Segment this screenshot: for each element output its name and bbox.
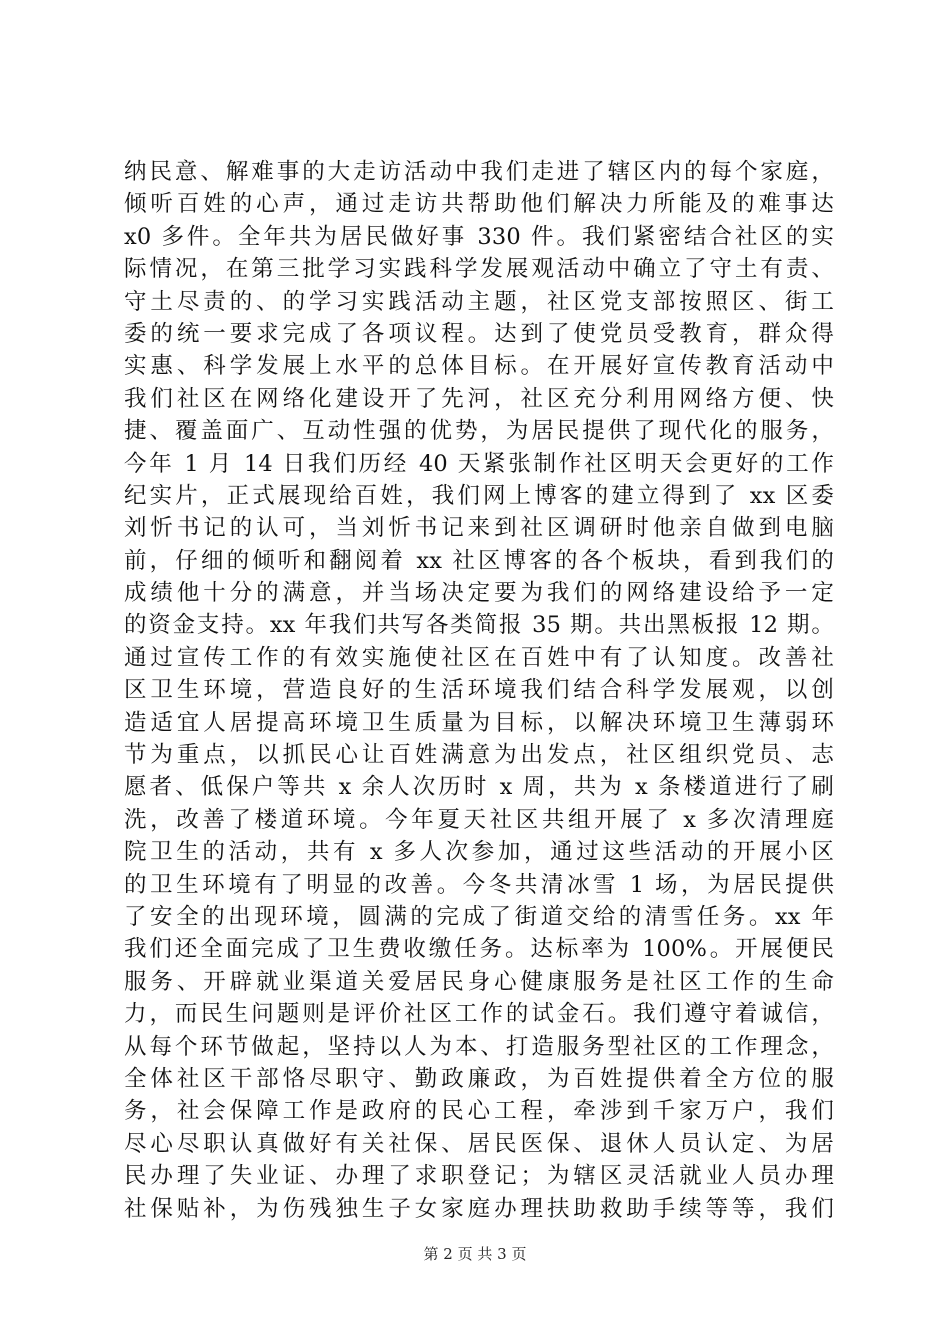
text-line: 通过宣传工作的有效实施使社区在百姓中有了认知度。改善社 [124, 644, 834, 671]
text-line: 院卫生的活动，共有 x 多人次参加，通过这些活动的开展小区 [124, 839, 834, 866]
text-line: x0 多件。全年共为居民做好事 330 件。我们紧密结合社区的实 [124, 223, 834, 250]
text-line: 前，仔细的倾听和翻阅着 xx 社区博客的各个板块，看到我们的 [124, 547, 834, 574]
text-line: 民办理了失业证、办理了求职登记；为辖区灵活就业人员办理 [124, 1163, 834, 1190]
text-line: 全体社区干部恪尽职守、勤政廉政，为百姓提供着全方位的服 [124, 1065, 834, 1092]
text-line: 纪实片，正式展现给百姓，我们网上博客的建立得到了 xx 区委 [124, 482, 834, 509]
text-line: 的卫生环境有了明显的改善。今冬共清冰雪 1 场，为居民提供 [124, 871, 834, 898]
text-line: 造适宜人居提高环境卫生质量为目标，以解决环境卫生薄弱环 [124, 709, 834, 736]
text-line: 我们社区在网络化建设开了先河，社区充分利用网络方便、快 [124, 385, 834, 412]
text-line: 实惠、科学发展上水平的总体目标。在开展好宣传教育活动中 [124, 353, 834, 380]
text-line: 成绩他十分的满意，并当场决定要为我们的网络建设给予一定 [124, 580, 834, 607]
text-line: 倾听百姓的心声，通过走访共帮助他们解决力所能及的难事达 [124, 191, 834, 218]
text-line: 务，社会保障工作是政府的民心工程，牵涉到千家万户，我们 [124, 1098, 834, 1125]
text-line: 区卫生环境，营造良好的生活环境我们结合科学发展观，以创 [124, 677, 834, 704]
text-line: 服务、开辟就业渠道关爱居民身心健康服务是社区工作的生命 [124, 968, 834, 995]
text-line: 从每个环节做起，坚持以人为本、打造服务型社区的工作理念， [124, 1033, 834, 1060]
text-line: 今年 1 月 14 日我们历经 40 天紧张制作社区明天会更好的工作 [124, 450, 834, 477]
text-line: 我们还全面完成了卫生费收缴任务。达标率为 100%。开展便民 [124, 936, 834, 963]
text-line: 守土尽责的、的学习实践活动主题，社区党支部按照区、街工 [124, 288, 834, 315]
text-line: 刘忻书记的认可，当刘忻书记来到社区调研时他亲自做到电脑 [124, 515, 834, 542]
text-line: 委的统一要求完成了各项议程。达到了使党员受教育，群众得 [124, 320, 834, 347]
text-line: 愿者、低保户等共 x 余人次历时 x 周，共为 x 条楼道进行了刷 [124, 774, 834, 801]
text-line: 的资金支持。xx 年我们共写各类简报 35 期。共出黑板报 12 期。 [124, 612, 834, 639]
text-line: 节为重点，以抓民心让百姓满意为出发点，社区组织党员、志 [124, 742, 834, 769]
text-line: 际情况，在第三批学习实践科学发展观活动中确立了守土有责、 [124, 256, 834, 283]
text-line: 了安全的出现环境，圆满的完成了街道交给的清雪任务。xx 年 [124, 903, 834, 930]
text-line: 洗，改善了楼道环境。今年夏天社区共组开展了 x 多次清理庭 [124, 806, 834, 833]
text-line: 尽心尽职认真做好有关社保、居民医保、退休人员认定、为居 [124, 1130, 834, 1157]
text-line: 纳民意、解难事的大走访活动中我们走进了辖区内的每个家庭， [124, 159, 834, 185]
body-text [124, 156, 834, 1225]
text-line: 力，而民生问题则是评价社区工作的试金石。我们遵守着诚信， [124, 1001, 834, 1028]
text-line: 捷、覆盖面广、互动性强的优势，为居民提供了现代化的服务， [124, 418, 834, 445]
page-number-footer: 第 2 页 共 3 页 [423, 1245, 527, 1263]
text-line: 社保贴补，为伤残独生子女家庭办理扶助救助手续等等，我们 [124, 1195, 834, 1222]
